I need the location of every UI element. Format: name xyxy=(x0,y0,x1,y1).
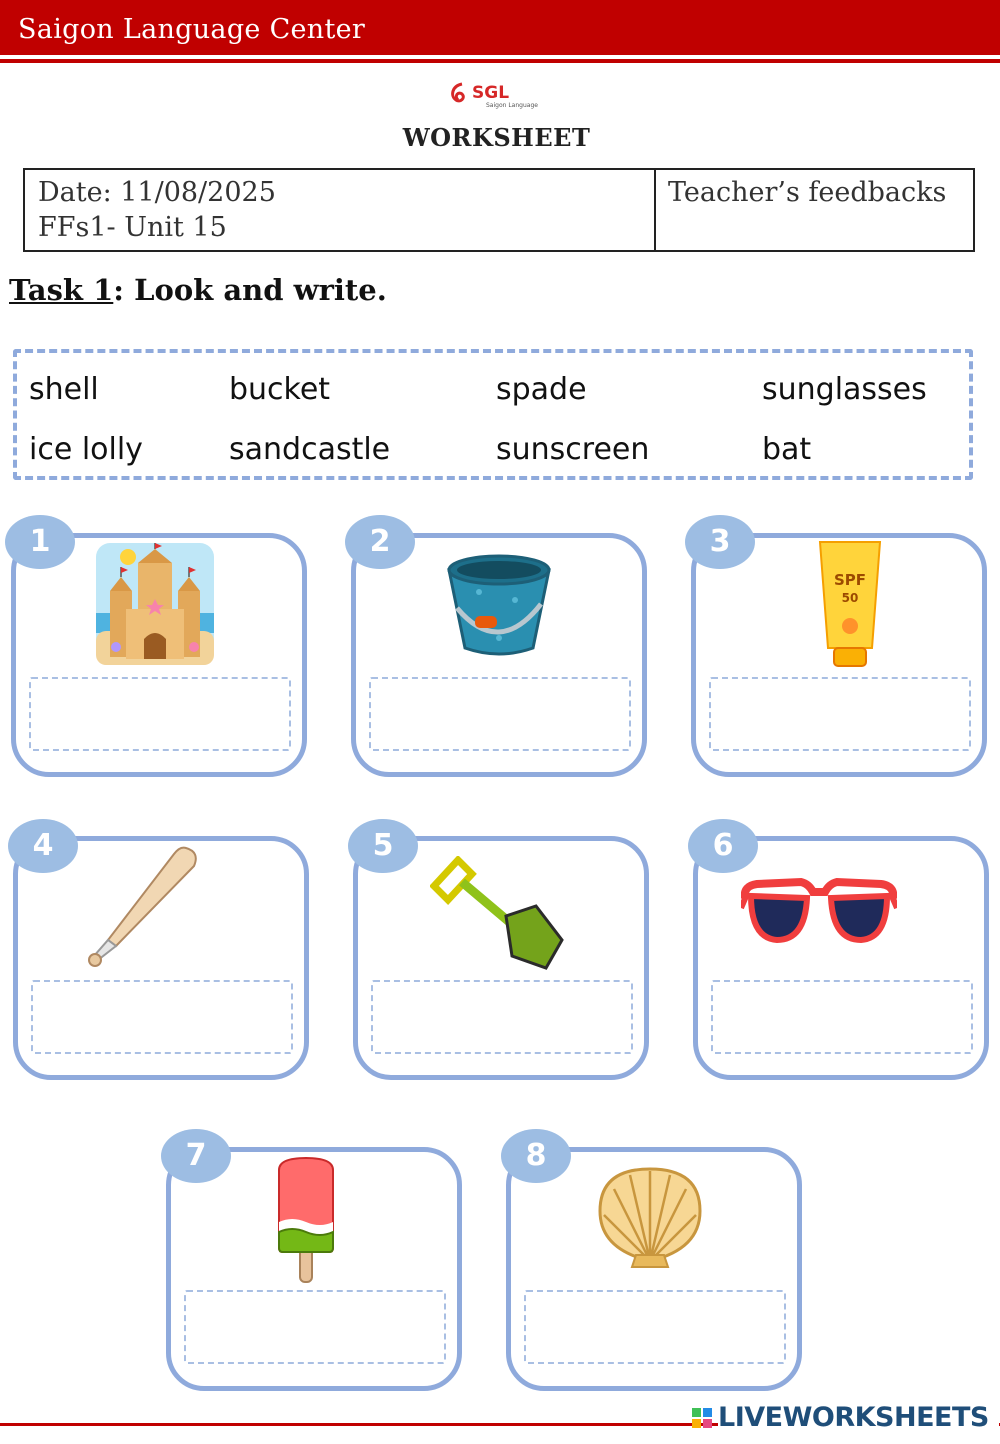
answer-box-1[interactable] xyxy=(29,677,291,751)
bucket-image xyxy=(443,548,555,658)
word-spade: spade xyxy=(496,372,587,407)
liveworksheets-brand: LIVEWORKSHEETS xyxy=(718,1402,999,1433)
header-divider xyxy=(0,59,1000,63)
word-bat: bat xyxy=(762,432,812,467)
answer-box-3[interactable] xyxy=(709,677,971,751)
shell-image xyxy=(596,1165,704,1269)
word-ice-lolly: ice lolly xyxy=(29,432,143,467)
answer-box-5[interactable] xyxy=(371,980,633,1054)
sunscreen-label-number: 50 xyxy=(841,591,859,605)
ice-lolly-image xyxy=(275,1156,337,1284)
sunscreen-label-text: SPF xyxy=(833,571,867,589)
sandcastle-image xyxy=(96,543,214,665)
card-number-5: 5 xyxy=(348,819,418,873)
info-divider xyxy=(654,168,656,252)
word-bucket: bucket xyxy=(229,372,331,407)
unit-text: FFs1- Unit 15 xyxy=(38,212,227,243)
teacher-feedback-label: Teacher’s feedbacks xyxy=(668,177,947,208)
card-number-7: 7 xyxy=(161,1129,231,1183)
answer-box-6[interactable] xyxy=(711,980,973,1054)
answer-box-2[interactable] xyxy=(369,677,631,751)
logo-brand: SGL xyxy=(472,83,510,103)
worksheet-title: WORKSHEET xyxy=(402,123,591,152)
card-number-2: 2 xyxy=(345,515,415,569)
date-text: Date: 11/08/2025 xyxy=(38,177,276,208)
task-instruction: : Look and write. xyxy=(113,273,387,307)
word-bank xyxy=(13,349,973,480)
card-number-6: 6 xyxy=(688,819,758,873)
answer-box-4[interactable] xyxy=(31,980,293,1054)
word-sunglasses: sunglasses xyxy=(762,372,927,407)
card-number-4: 4 xyxy=(8,819,78,873)
card-number-3: 3 xyxy=(685,515,755,569)
center-name: Saigon Language Center xyxy=(18,14,366,45)
spade-image xyxy=(430,856,566,972)
sgl-logo xyxy=(448,78,548,112)
card-number-1: 1 xyxy=(5,515,75,569)
word-sandcastle: sandcastle xyxy=(229,432,391,467)
task-heading xyxy=(9,273,387,307)
answer-box-8[interactable] xyxy=(524,1290,786,1364)
sunglasses-image xyxy=(741,868,897,948)
card-number-8: 8 xyxy=(501,1129,571,1183)
answer-box-7[interactable] xyxy=(184,1290,446,1364)
word-sunscreen: sunscreen xyxy=(496,432,650,467)
word-shell: shell xyxy=(29,372,99,407)
task-label: Task 1 xyxy=(9,273,114,307)
liveworksheets-logo-icon xyxy=(690,1402,716,1436)
bat-image xyxy=(86,842,206,972)
sunscreen-image xyxy=(816,540,884,670)
logo-subtitle: Saigon Language xyxy=(486,102,538,109)
